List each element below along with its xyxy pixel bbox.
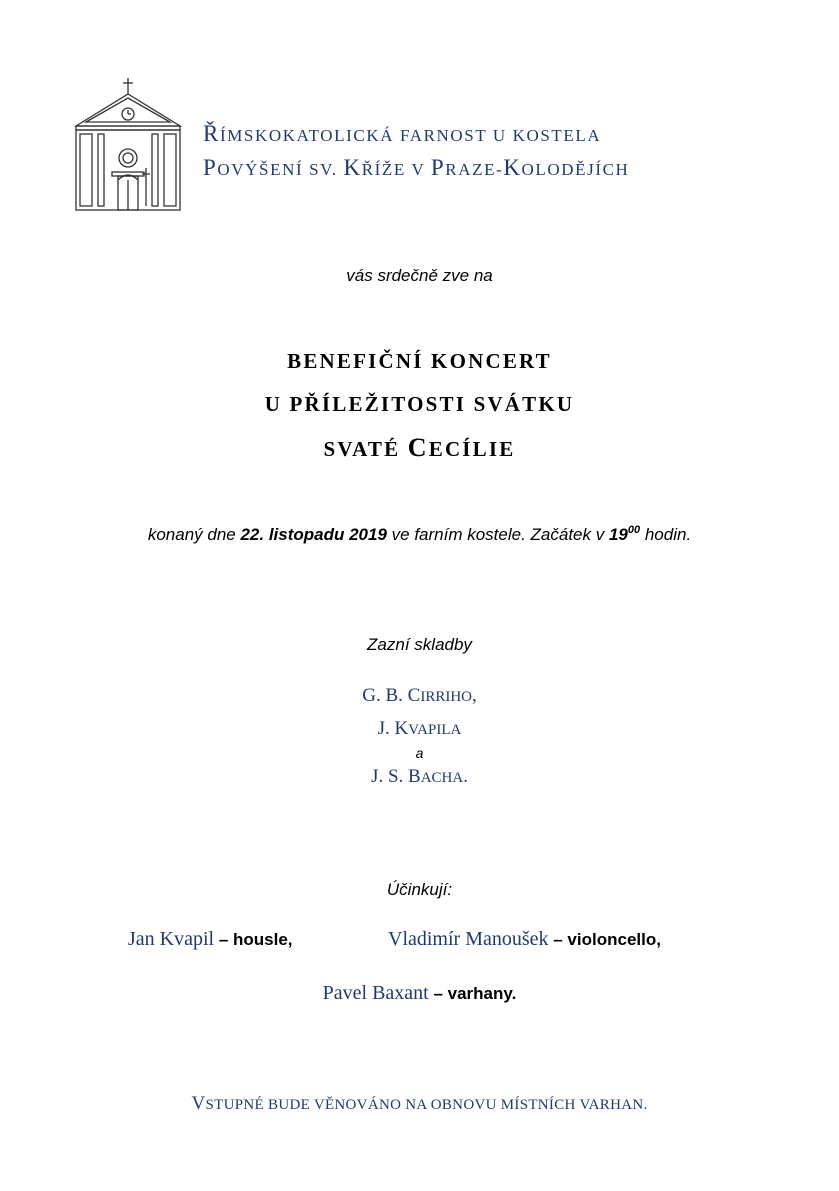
title-line-3: SVATÉ CECÍLIE <box>323 433 516 462</box>
composer-bach: J. S. BACHA. <box>371 766 468 787</box>
composer-kvapil: J. KVAPILA <box>377 718 462 739</box>
parish-line-2: POVÝŠENÍ SV. KŘÍŽE V PRAZE-KOLODĚJÍCH <box>203 155 630 180</box>
parish-line-1: ŘÍMSKOKATOLICKÁ FARNOST U KOSTELA <box>203 121 602 146</box>
performer-organ: Pavel Baxant – varhany. <box>322 982 517 1004</box>
pieces-label: Zazní skladby <box>367 635 472 654</box>
composer-list <box>0 680 839 794</box>
event-details: konaný dne 22. listopadu 2019 ve farním kostele. Začátek v $19^{00}$ hodin. <box>147 524 692 544</box>
church-logo <box>74 76 186 212</box>
title-line-1: BENEFIČNÍ KONCERT <box>287 349 552 373</box>
composer-cirri: G. B. CIRRIHO, <box>362 685 477 706</box>
conjunction: a <box>415 745 424 761</box>
performer-violin: Jan Kvapil – housle, <box>128 928 293 950</box>
event-hour: $19^{00}$ <box>608 524 641 544</box>
performer-cello: Vladimír Manoušek – violoncello, <box>388 928 661 950</box>
parish-name <box>203 118 629 186</box>
event-date: 22. listopadu 2019 <box>240 525 387 544</box>
invitation-text: vás srdečně zve na <box>346 266 493 285</box>
title-line-2: U PŘÍLEŽITOSTI SVÁTKU <box>264 392 575 416</box>
footer-note: VSTUPNÉ BUDE VĚNOVÁNO NA OBNOVU MÍSTNÍCH VARHAN. <box>191 1093 648 1114</box>
performers-label: Účinkují: <box>386 880 453 899</box>
concert-title <box>0 340 839 471</box>
